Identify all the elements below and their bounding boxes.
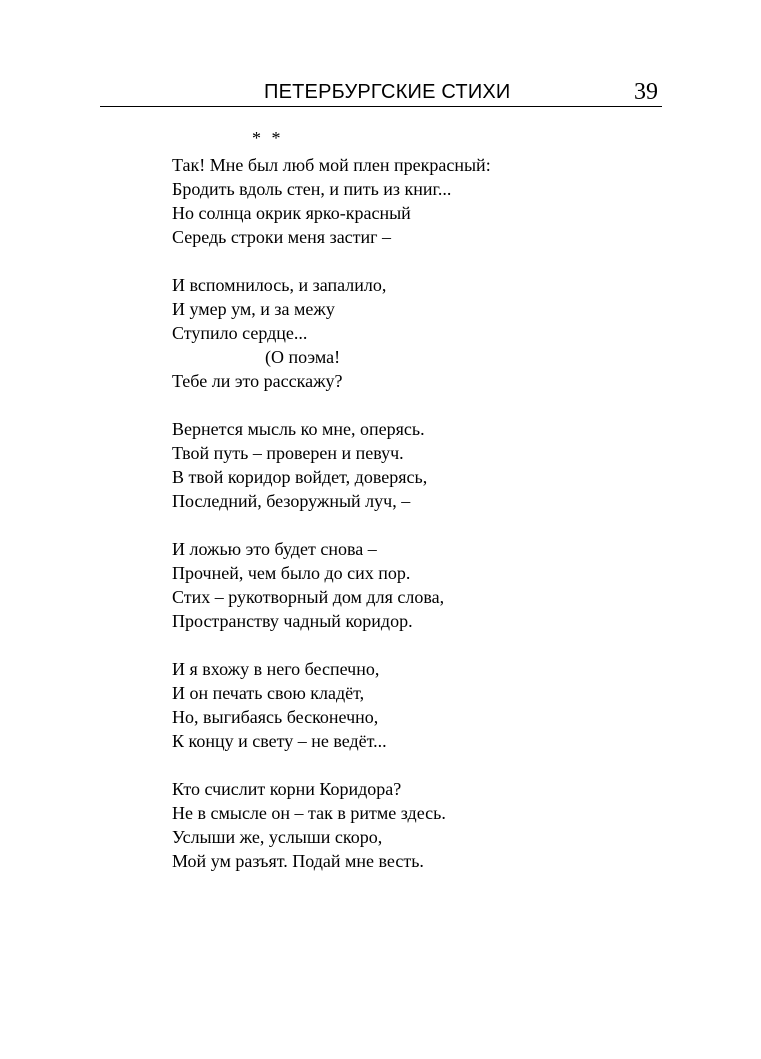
poem-line: Середь строки меня застиг – — [172, 227, 392, 247]
poem-line: Так! Мне был люб мой плен прекрасный: — [172, 155, 491, 175]
poem-line: Ступило сердце... — [172, 323, 308, 343]
poem-line: Твой путь – проверен и певуч. — [172, 443, 404, 463]
poem-line: В твой коридор войдет, доверясь, — [172, 467, 428, 487]
running-head — [100, 80, 662, 107]
stanza-2 — [172, 273, 692, 393]
poem-line: Услыши же, услыши скоро, — [172, 827, 383, 847]
poem-line: И умер ум, и за межу — [172, 299, 335, 319]
poem-line: Вернется мысль ко мне, оперясь. — [172, 419, 425, 439]
poem-line: Кто счислит корни Коридора? — [172, 779, 402, 799]
poem-line: Бродить вдоль стен, и пить из книг... — [172, 179, 452, 199]
section-asterisks: * * — [252, 128, 284, 148]
poem-line: Но солнца окрик ярко-красный — [172, 203, 411, 223]
poem-line: К концу и свету – не ведёт... — [172, 731, 387, 751]
poem-line: И он печать свою кладёт, — [172, 683, 365, 703]
stanza-3 — [172, 417, 692, 513]
poem-line: И ложью это будет снова – — [172, 539, 377, 559]
stanza-6 — [172, 777, 692, 873]
poem-line: Мой ум разъят. Подай мне весть. — [172, 851, 424, 871]
poem-line: Стих – рукотворный дом для слова, — [172, 587, 445, 607]
poem-line: Пространству чадный коридор. — [172, 611, 413, 631]
poem-line: И вспомнилось, и запалило, — [172, 275, 387, 295]
poem-line: Но, выгибаясь бесконечно, — [172, 707, 379, 727]
stanza-4 — [172, 537, 692, 633]
poem-line: Прочней, чем было до сих пор. — [172, 563, 411, 583]
stanza-5 — [172, 657, 692, 753]
poem-line: И я вхожу в него беспечно, — [172, 659, 380, 679]
stanza-1 — [172, 153, 692, 249]
poem-line: Тебе ли это расскажу? — [172, 371, 343, 391]
running-title: ПЕТЕРБУРГСКИЕ СТИХИ — [264, 81, 511, 103]
poem-line: Последний, безоружный луч, – — [172, 491, 411, 511]
page-number: 39 — [634, 79, 658, 105]
poem-line-indented: (О поэма! — [265, 347, 341, 367]
poem-line: Не в смысле он – так в ритме здесь. — [172, 803, 446, 823]
poem — [172, 153, 692, 897]
